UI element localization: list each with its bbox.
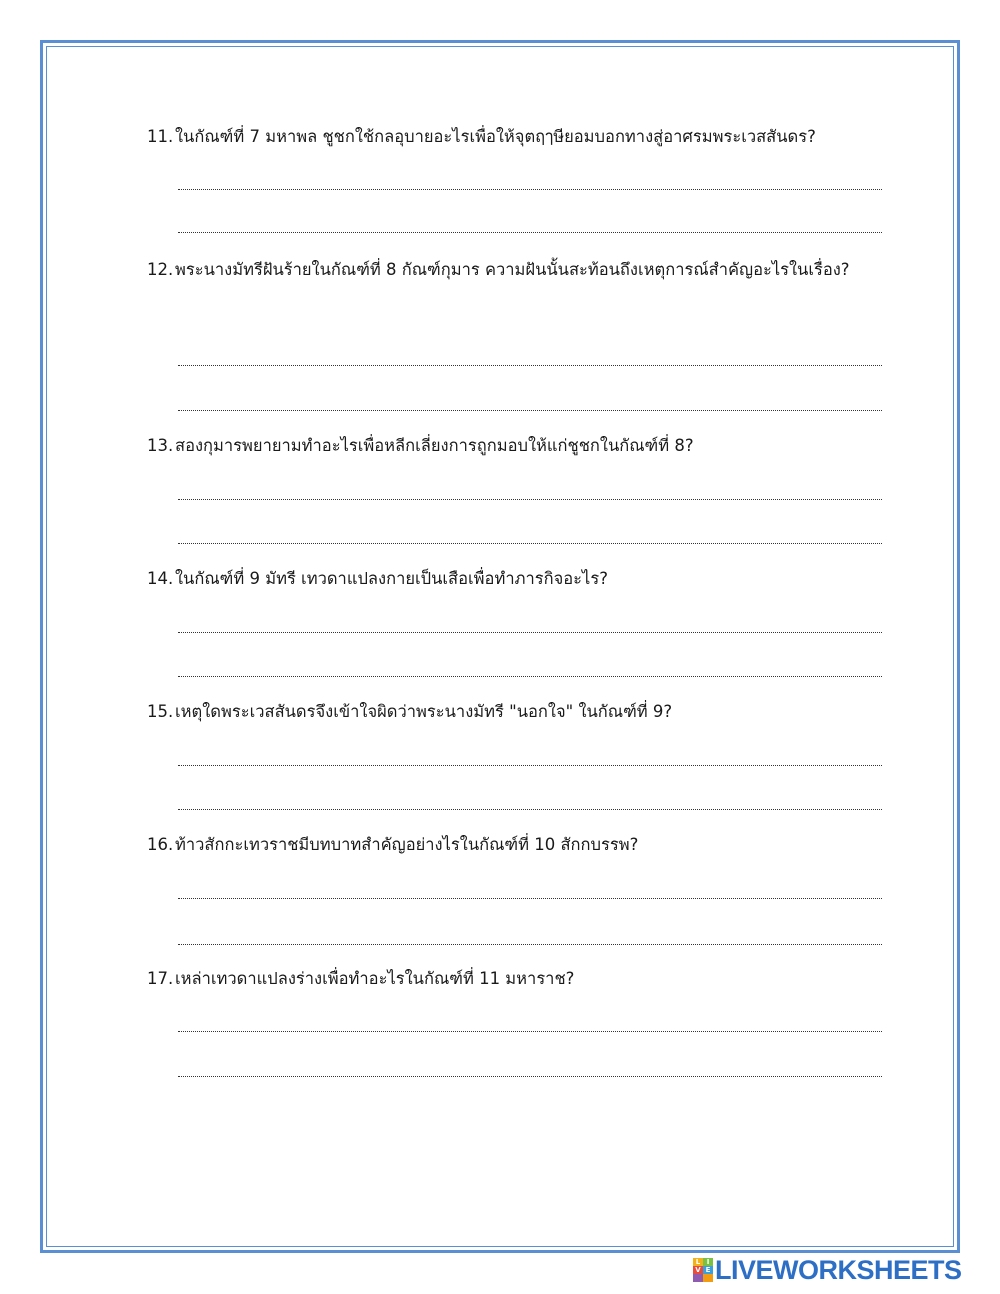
logo-block: V xyxy=(693,1266,703,1274)
answer-line-12-b[interactable] xyxy=(178,391,882,411)
question-13 xyxy=(147,425,887,466)
question-number: 11. xyxy=(147,127,174,146)
question-15 xyxy=(147,691,887,732)
question-text: ในกัณฑ์ที่ 7 มหาพล ชูชกใช้กลอุบายอะไรเพื่อให้จุตฤๅษียอมบอกทางสู่อาศรมพระเวสสันดร? xyxy=(175,127,816,146)
answer-line-14-b[interactable] xyxy=(178,657,882,677)
logo-block: L xyxy=(693,1258,703,1266)
question-text: เหล่าเทวดาแปลงร่างเพื่อทำอะไรในกัณฑ์ที่ 11 มหาราช? xyxy=(175,969,575,988)
logo-block: I xyxy=(703,1258,713,1266)
question-text: ท้าวสักกะเทวราชมีบทบาทสำคัญอย่างไรในกัณฑ์ที่ 10 สักกบรรพ? xyxy=(175,835,639,854)
question-text: เหตุใดพระเวสสันดรจึงเข้าใจผิดว่าพระนางมัทรี "นอกใจ" ในกัณฑ์ที่ 9? xyxy=(175,702,673,721)
answer-line-14-a[interactable] xyxy=(178,613,882,633)
answer-line-15-b[interactable] xyxy=(178,790,882,810)
liveworksheets-icon xyxy=(693,1258,713,1282)
answer-line-16-a[interactable] xyxy=(178,879,882,899)
answer-line-13-b[interactable] xyxy=(178,524,882,544)
question-number: 15. xyxy=(147,702,174,721)
answer-line-11-a[interactable] xyxy=(178,170,882,190)
answer-line-12-a[interactable] xyxy=(178,346,882,366)
brand-name: LIVEWORKSHEETS xyxy=(715,1254,962,1285)
question-number: 13. xyxy=(147,436,174,455)
question-12 xyxy=(147,249,887,290)
question-number: 16. xyxy=(147,835,174,854)
question-16 xyxy=(147,824,887,865)
question-11 xyxy=(147,116,887,157)
question-17 xyxy=(147,958,887,999)
question-number: 14. xyxy=(147,569,174,588)
answer-line-17-a[interactable] xyxy=(178,1012,882,1032)
answer-line-17-b[interactable] xyxy=(178,1057,882,1077)
logo-block xyxy=(703,1274,713,1282)
question-text: พระนางมัทรีฝันร้ายในกัณฑ์ที่ 8 กัณฑ์กุมาร ความฝันนั้นสะท้อนถึงเหตุการณ์สำคัญอะไรในเรื่อง? xyxy=(175,260,850,279)
question-text: สองกุมารพยายามทำอะไรเพื่อหลีกเลี่ยงการถูกมอบให้แก่ชูชกในกัณฑ์ที่ 8? xyxy=(175,436,694,455)
answer-line-15-a[interactable] xyxy=(178,746,882,766)
logo-block xyxy=(693,1274,703,1282)
logo-block: E xyxy=(703,1266,713,1274)
liveworksheets-logo[interactable] xyxy=(693,1252,962,1288)
question-number: 12. xyxy=(147,260,174,279)
question-text: ในกัณฑ์ที่ 9 มัทรี เทวดาแปลงกายเป็นเสือเพื่อทำภารกิจอะไร? xyxy=(175,569,608,588)
answer-line-16-b[interactable] xyxy=(178,925,882,945)
answer-line-11-b[interactable] xyxy=(178,213,882,233)
answer-line-13-a[interactable] xyxy=(178,480,882,500)
question-number: 17. xyxy=(147,969,174,988)
question-14 xyxy=(147,558,887,599)
